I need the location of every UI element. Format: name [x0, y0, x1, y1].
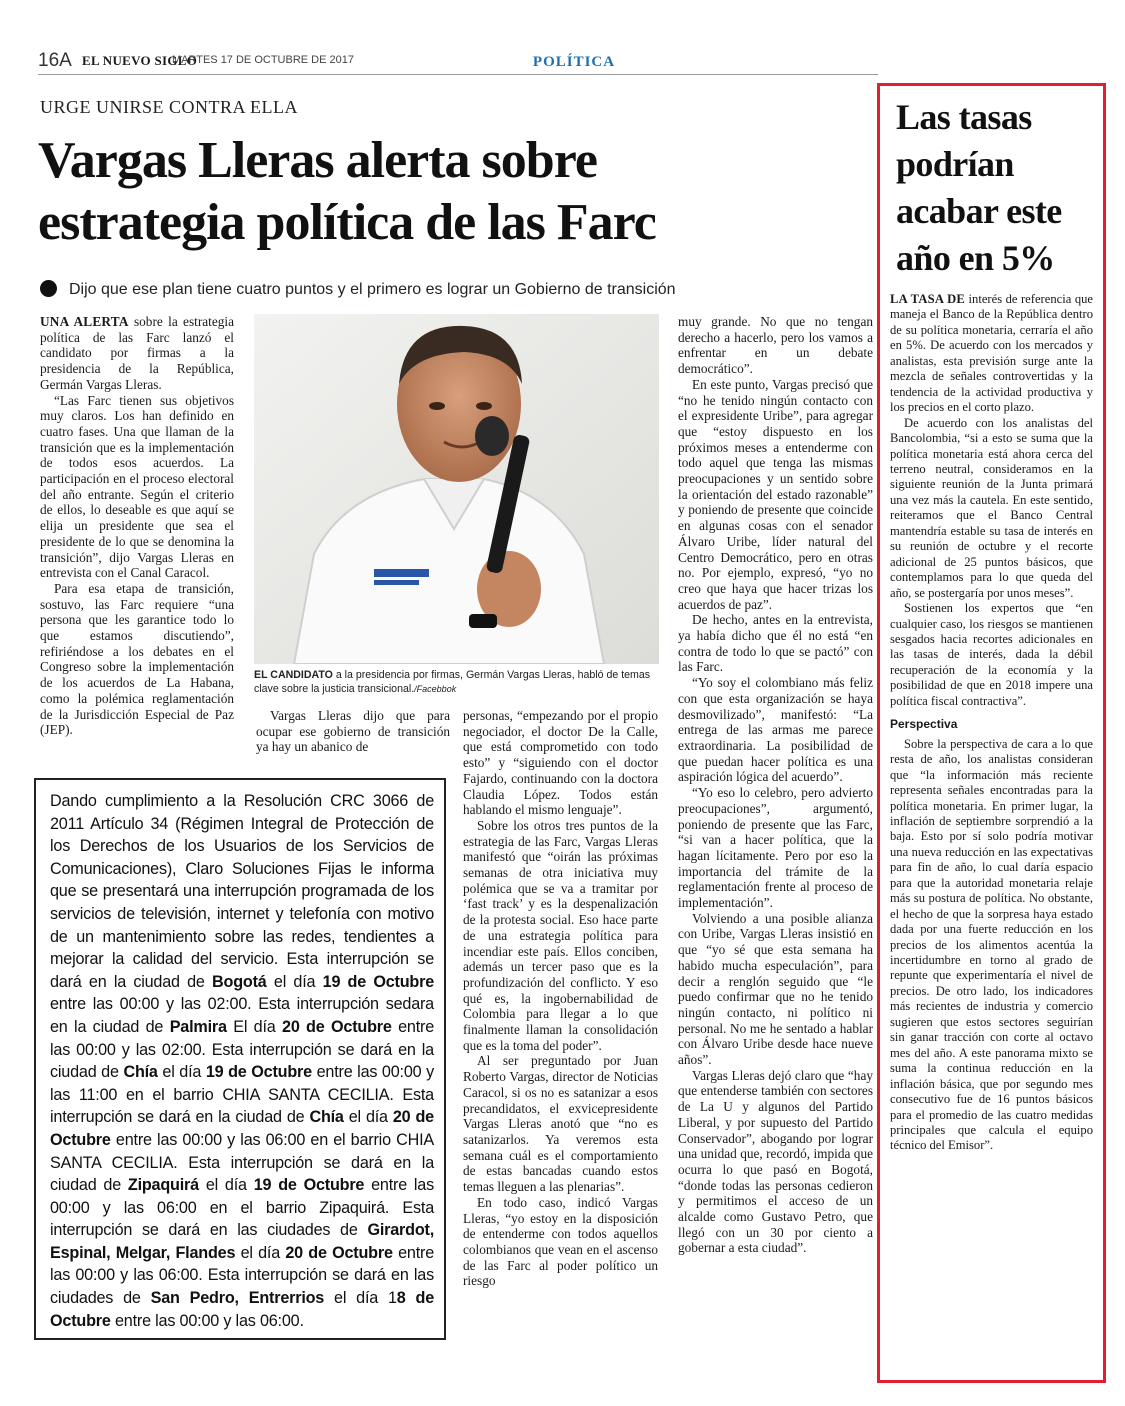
article-column-2: [256, 708, 450, 755]
article-kicker: URGE UNIRSE CONTRA ELLA: [40, 97, 298, 117]
article-subhead: [40, 280, 860, 299]
paragraph: “Yo eso lo celebro, pero advierto preocupaciones”, argumentó, poniendo de presente que las Farc, “si van a hacer política, que la hagan lícitamente. Pero por eso la importancia del trámite de la reglamentación frente al proceso de implementación”.: [678, 785, 873, 911]
paragraph: En todo caso, indicó Vargas Lleras, “yo estoy en la disposición de entenderme con todos aquellos colombianos que vean en el ascenso de las Farc al poder político un riesgo: [463, 1194, 658, 1289]
paragraph-text: sobre la estrategia política de las Farc lanzó el candidato por firmas a la presidencia de la República, Germán Vargas Lleras.: [40, 314, 234, 392]
paragraph: Al ser preguntado por Juan Roberto Vargas, director de Noticias Caracol, si os no es satanizar a esos precandidatos, el exvicepresidente Vargas Lleras anotó que “no es satanizarlos. Ya veremos esta semana cuál es el comportamiento de estas bancadas cuando estos temas lleguen a las plenarias”.: [463, 1053, 658, 1195]
masthead: [38, 50, 1110, 76]
page-number: 16A: [38, 50, 72, 71]
section-name: POLÍTICA: [532, 54, 616, 70]
article-column-4: [678, 314, 873, 1256]
sidebar-headline-line: acabar este: [896, 191, 1062, 231]
paragraph: personas, “empezando por el propio negociador, el doctor De la Calle, que está comprometido con todo esto” y “siguiendo con el doctor Fajardo, continuando con la doctora Claudia López. Todos están hablando el mismo lenguaje”.: [463, 708, 658, 818]
sidebar-subhead: Perspectiva: [890, 717, 958, 732]
article-column-3: [463, 708, 658, 1289]
lead-in: LA TASA DE: [890, 292, 966, 306]
paragraph: [890, 292, 1093, 416]
article-headline: [38, 130, 858, 254]
caption-text: a la presidencia por firmas, Germán Vargas Lleras, habló de temas clave sobre la justicia transicional.: [254, 669, 651, 695]
paragraph: Sobre los otros tres puntos de la estrategia de las Farc, Vargas Lleras manifestó que “oirán las próximas semanas de otra iniciativa muy polémica que se va a tramitar por ‘fast track’ y es la despenalización de la protesta social. Eso hace parte de una estrategia política para incendiar este país. Ellos conciben, además un tercer paso que es la profundización del conflicto. Y eso qué es, la ingobernabilidad de Colombia para llegar a lo que finalmente llaman la consolidación que es la toma del poder”.: [463, 817, 658, 1053]
bullet-icon: [40, 280, 57, 297]
headline-line-1: Vargas Lleras alerta sobre: [38, 132, 597, 189]
paragraph: “Yo soy el colombiano más feliz con que esta organización se haya desmovilizado”, manifestó: “La entrega de las armas me parece extraordinaria. La posibilidad de que puedan hacer política es una aspiración lógica del acuerdo”.: [678, 675, 873, 785]
paragraph: Sostienen los expertos que “en cualquier caso, los riesgos se mantienen sesgados hacia recortes adicionales en las tasas de interés, dada la débil recuperación de la economía y la posibilidad de que en 2018 impere una política fiscal contractiva”.: [890, 601, 1093, 708]
service-notice-box: [34, 778, 446, 1340]
article-column-1: [40, 314, 234, 738]
paragraph: Vargas Lleras dijo que para ocupar ese gobierno de transición ya hay un abanico de: [256, 708, 450, 755]
lead-in: UNA ALERTA: [40, 314, 129, 329]
photo-caption: [254, 668, 659, 696]
paragraph: muy grande. No que no tengan derecho a hacerlo, pero los vamos a enfrentar en un debate democrático”.: [678, 314, 873, 377]
subhead-text: Dijo que ese plan tiene cuatro puntos y el primero es lograr un Gobierno de transición: [69, 281, 676, 298]
photo-credit: /Facebbok: [414, 684, 457, 694]
caption-lead: EL CANDIDATO: [254, 669, 333, 681]
sidebar-headline-line: Las tasas: [896, 97, 1032, 137]
candidate-photo: [254, 314, 659, 664]
paragraph: “Las Farc tienen sus objetivos muy claros. Los han definido en cuatro fases. Una que llaman de la transición que es la implementación de todos esos acuerdos. La participación en el proceso electoral del año entrante. Según el criterio de ellos, lo deseable es que aquí se elija un presidente que sea el presidente de lo que se denomina la transición”, dijo Vargas Lleras en entrevista con el Canal Caracol.: [40, 392, 234, 581]
paper-name: EL NUEVO SIGLO: [82, 53, 198, 68]
photo-illustration: [254, 314, 659, 664]
paragraph: Sobre la perspectiva de cara a lo que resta de año, los analistas consideran que “la información más reciente representa señales encontradas para la política monetaria. En primer lugar, la inflación de septiembre sorprendió a la baja. Esto por sí solo podría motivar una nueva reducción en las expectativas para fin de año, lo cual daría espacio para que la autoridad monetaria relaje más su postura de política. No obstante, el hecho de que la sorpresa haya estado dada por una fuerte reducción en los precios de los alimentos acentúa la incertidumbre en torno al grado de repunte que experimentaría el nivel de precios. De otro lado, los indicadores más recientes de industria y comercio sugieren que estos sectores seguirían sin ganar tracción con corte al octavo mes del año. A este panorama mixto se suma la continua reducción en la inflación básica, que por segundo mes consecutivo fue de 16 puntos básicos para el promedio de las cuatro medidas principales que calcula el equipo técnico del Emisor”.: [890, 736, 1093, 1153]
sidebar-box: [877, 83, 1106, 1383]
masthead-rule: [38, 74, 878, 75]
paragraph: De acuerdo con los analistas del Bancolombia, “si a esto se suma que la política monetaria está ahora cerca del terreno neutral, consideramos en la siguiente reunión de la Junta primará una vez más la cautela. En este sentido, reiteramos que el Banco Central mantendría estable su tasa de interés en su reunión de octubre y el recorte adicional de 25 puntos básicos, que contemplamos para lo que queda del año, se postergaría por unos meses”.: [890, 415, 1093, 600]
sidebar-headline: [896, 94, 1093, 282]
sidebar-body: [890, 292, 1093, 1154]
paragraph: Volviendo a una posible alianza con Uribe, Vargas Lleras insistió en que “yo sé que esta semana ha habido mucha especulación”, para decir a renglón seguido que “le puedo confirmar que no he tenido ningún contacto, ni político ni personal. No me he sentado a hablar con Álvaro Uribe desde hace nueve años”.: [678, 910, 873, 1068]
paragraph-text: interés de referencia que maneja el Banco de la República dentro de su política monetaria, cerraría el año en 5%. De acuerdo con los mercados y analistas, esta previsión surge ante la mezcla de señales controvertidas y la tendencia de la actividad productiva y los precios en el corto plazo.: [890, 292, 1093, 415]
paragraph: Vargas Lleras dejó claro que “hay que entenderse también con sectores de La U y algunos del Partido Liberal, y por supuesto del Partido Conservador”, abogando por lograr una unidad que, recordó, impida que ocurra lo que pasó en Bogotá, “donde todas las personas cedieron y permitimos el acceso de un alcalde como Gustavo Petro, que llegó con un 30 por ciento a gobernar a esta ciudad”.: [678, 1067, 873, 1256]
headline-line-2: estrategia política de las Farc: [38, 194, 656, 251]
notice-text: Dando cumplimiento a la Resolución CRC 3066 de 2011 Artículo 34 (Régimen Integral de Protección de los Derechos de los Usuarios de los Servicios de Comunicaciones), Claro Soluciones Fijas le informa que se presentará una interrupción programada de los servicios de televisión, internet y telefonía con motivo de un mantenimiento sobre las redes, tendientes a mejorar la calidad del servicio. Esta interrupción se dará en la ciudad de Bogotá el día 19 de Octubre entre las 00:00 y las 02:00. Esta interrupción sedara en la ciudad de Palmira El día 20 de Octubre entre las 00:00 y las 02:00. Esta interrupción se dará en la ciudad de Chía el día 19 de Octubre entre las 00:00 y las 11:00 en el barrio CHIA SANTA CECILIA. Esta interrupción se dará en la ciudad de Chía el día 20 de Octubre entre las 00:00 y las 06:00 en el barrio CHIA SANTA CECILIA. Esta interrupción se dará en la ciudad de Zipaquirá el día 19 de Octubre entre las 00:00 y las 06:00 en el barrio Zipaquirá. Esta interrupción se dará en las ciudades de Girardot, Espinal, Melgar, Flandes el día 20 de Octubre entre las 00:00 y las 06:00. Esta interrupción se dará en las ciudades de San Pedro, Entrerrios el día 18 de Octubre entre las 00:00 y las 06:00.: [50, 792, 435, 1330]
issue-date: MARTES 17 DE OCTUBRE DE 2017: [172, 54, 354, 66]
paragraph: De hecho, antes en la entrevista, ya había dicho que él no está “en contra de todo lo que se pactó” con las Farc.: [678, 612, 873, 675]
sidebar-headline-line: podrían: [896, 144, 1014, 184]
paragraph: [40, 314, 234, 393]
paragraph: En este punto, Vargas precisó que “no he tenido ningún contacto con el expresidente Uribe”, para agregar que “estoy dispuesto en los próximos meses a entenderme con todo aquel que tenga las mismas preocupaciones y un sentido sobre la orientación del estado razonable” y poniendo de presente que coincide en algunas cosas con el senador Álvaro Uribe, líder natural del Centro Democrático, pero en otras no. Por ejemplo, expresó, “yo no creo que haya que hacer trizas los acuerdos de paz”.: [678, 376, 873, 612]
sidebar-headline-line: año en 5%: [896, 238, 1055, 278]
paragraph: Para esa etapa de transición, sostuvo, las Farc requiere “una persona que les garantice todo lo que estamos discutiendo”, refiriéndose a los debates en el Congreso sobre la implementación de los acuerdos de La Habana, como la polémica reglamentación de la Jurisdicción Especial de Paz (JEP).: [40, 580, 234, 738]
